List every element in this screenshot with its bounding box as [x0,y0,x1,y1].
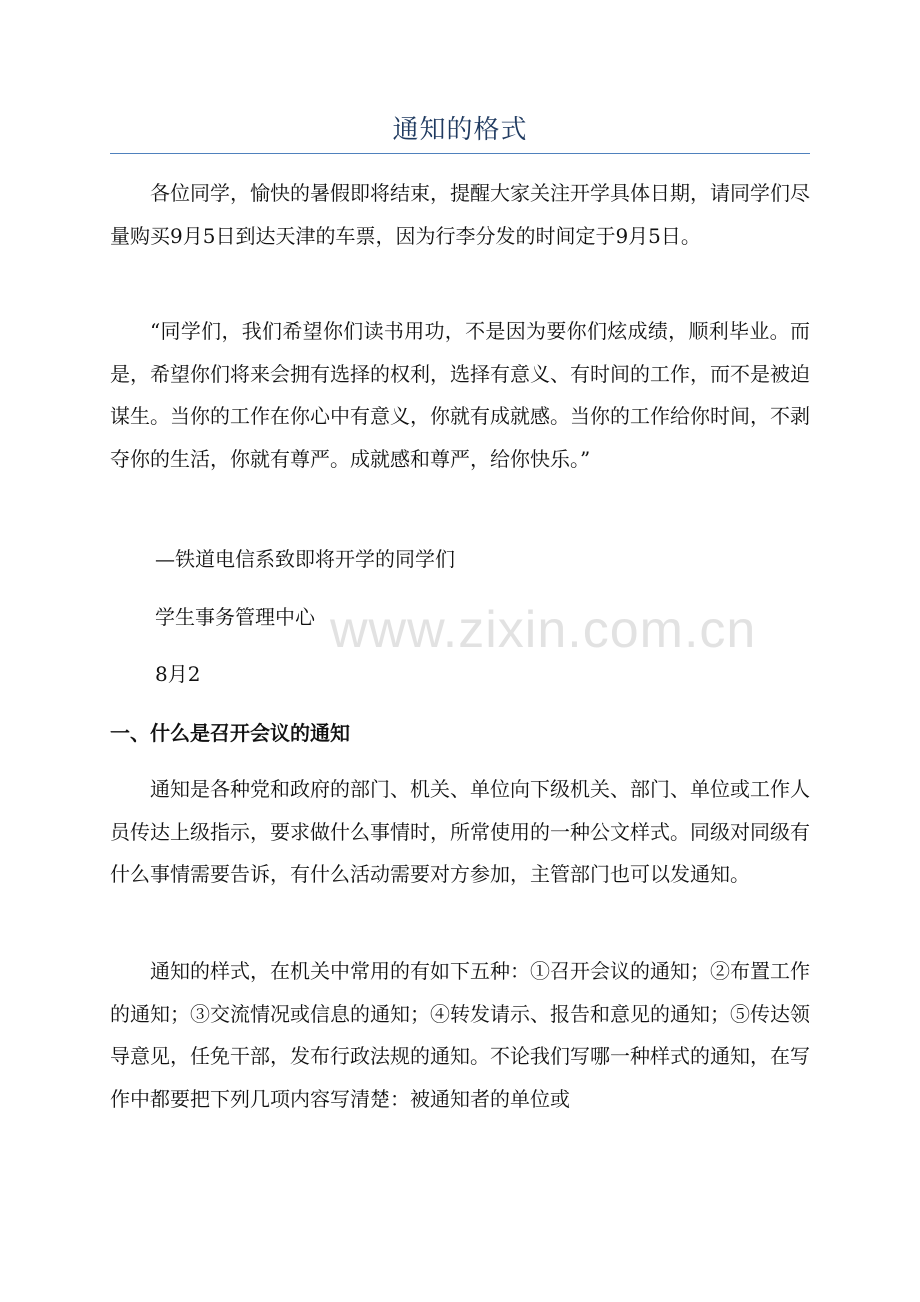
paragraph-types: 通知的样式，在机关中常用的有如下五种：①召开会议的通知；②布置工作的通知；③交流情况或信息的通知；④转发请示、报告和意见的通知；⑤传达领导意见，任免干部，发布行政法规的通知。不论我们写哪一种样式的通知，在写作中都要把下列几项内容写清楚：被通知者的单位或 [110,959,810,1111]
paragraph-definition: 通知是各种党和政府的部门、机关、单位向下级机关、部门、单位或工作人员传达上级指示，要求做什么事情时，所常使用的一种公文样式。同级对同级有什么事情需要告诉，有什么活动需要对方参加，主管部门也可以发通知。 [110,777,810,886]
section-heading: 一、什么是召开会议的通知 [110,721,350,745]
signature-line: —铁道电信系致即将开学的同学们 [155,547,455,571]
organization-line: 学生事务管理中心 [155,605,315,629]
title-underline [110,153,810,154]
document-title: 通知的格式 [392,115,528,145]
paragraph-quote: “同学们，我们希望你们读书用功，不是因为要你们炫成绩，顺利毕业。而是，希望你们将来会拥有选择的权利，选择有意义、有时间的工作，而不是被迫谋生。当你的工作在你心中有意义，你就有成就感。当你的工作给你时间，不剥夺你的生活，你就有尊严。成就感和尊严，给你快乐。” [110,319,810,471]
paragraph-notice: 各位同学，愉快的暑假即将结束，提醒大家关注开学具体日期，请同学们尽量购买9月5日到达天津的车票，因为行李分发的时间定于9月5日。 [110,181,810,248]
watermark: www.zixin.com.cn [330,601,757,659]
date-line: 8月2 [155,662,201,686]
